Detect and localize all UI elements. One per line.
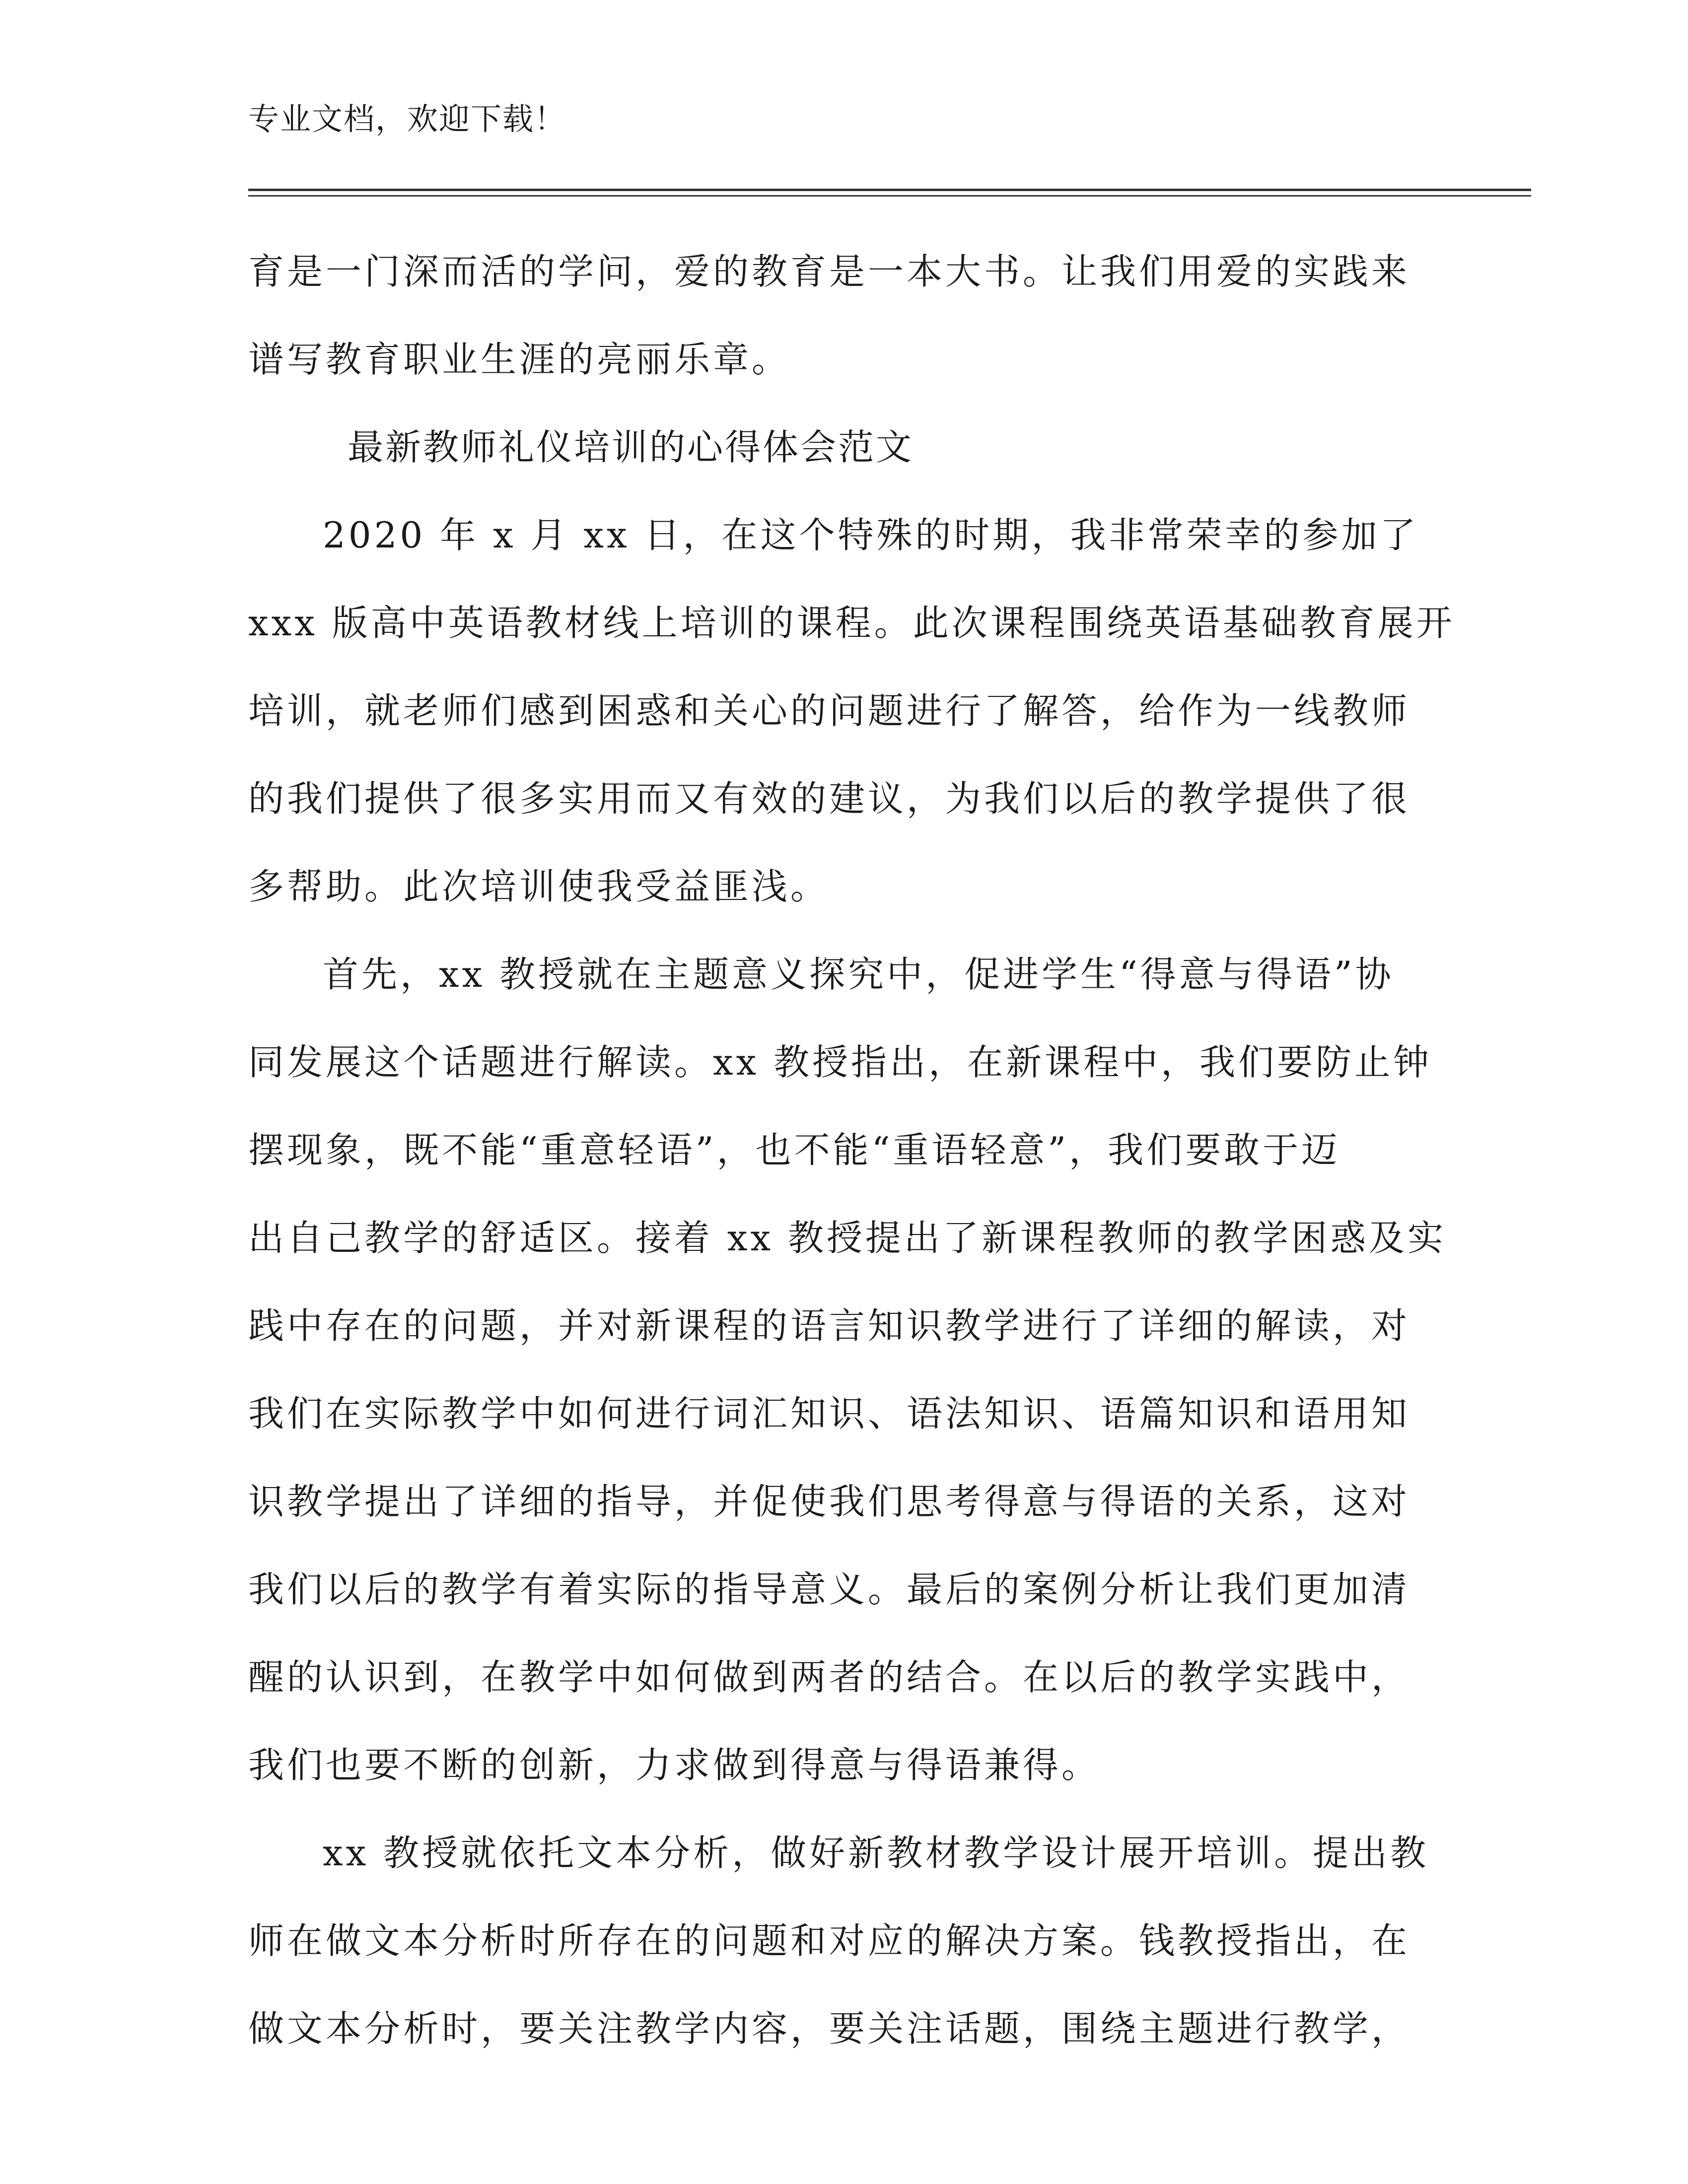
document-body [248,249,1455,2094]
text-line: 谱写教育职业生涯的亮丽乐章。 [248,339,791,380]
text-line: 践中存在的问题，并对新课程的语言知识教学进行了详细的解读，对 [248,1305,1410,1347]
text-line: 我们也要不断的创新，力求做到得意与得语兼得。 [248,1744,1101,1786]
text-line: 醒的认识到，在教学中如何做到两者的结合。在以后的教学实践中， [248,1656,1410,1698]
text-line: 培训，就老师们感到困惑和关心的问题进行了解答，给作为一线教师 [248,690,1410,732]
paragraph-1 [248,513,1455,952]
text-line: xx 教授就依托文本分析，做好新教材教学设计展开培训。提出教 [323,1832,1429,1874]
text-line: 我们在实际教学中如何进行词汇知识、语法知识、语篇知识和语用知 [248,1393,1410,1434]
paragraph-2 [248,952,1446,1831]
page-header-text: 专业文档，欢迎下载！ [248,101,566,137]
text-line: xxx 版高中英语教材线上培训的课程。此次课程围绕英语基础教育展开 [248,602,1455,644]
text-line: 摆现象，既不能“重意轻语”，也不能“重语轻意”，我们要敢于迈 [248,1129,1340,1171]
header-divider-thin [248,195,1531,197]
text-line: 师在做文本分析时所存在的问题和对应的解决方案。钱教授指出，在 [248,1920,1410,1962]
text-line: 我们以后的教学有着实际的指导意义。最后的案例分析让我们更加清 [248,1569,1410,1610]
text-line: 做文本分析时，要关注教学内容，要关注话题，围绕主题进行教学， [248,2008,1410,2049]
text-line: 育是一门深而活的学问，爱的教育是一本大书。让我们用爱的实践来 [248,251,1410,292]
text-line: 识教学提出了详细的指导，并促使我们思考得意与得语的关系，这对 [248,1481,1410,1522]
section-title: 最新教师礼仪培训的心得体会范文 [348,426,914,468]
text-line: 2020 年 x 月 xx 日，在这个特殊的时期，我非常荣幸的参加了 [323,514,1419,556]
text-line: 同发展这个话题进行解读。xx 教授指出，在新课程中，我们要防止钟 [248,1041,1432,1083]
text-line: 首先，xx 教授就在主题意义探究中，促进学生“得意与得语”协 [323,954,1394,995]
paragraph-3 [248,1831,1440,2094]
text-line: 的我们提供了很多实用而又有效的建议，为我们以后的教学提供了很 [248,778,1410,819]
header-divider-thick [248,189,1531,191]
text-line: 多帮助。此次培训使我受益匪浅。 [248,866,830,907]
text-line: 出自己教学的舒适区。接着 xx 教授提出了新课程教师的教学困惑及实 [248,1217,1446,1259]
